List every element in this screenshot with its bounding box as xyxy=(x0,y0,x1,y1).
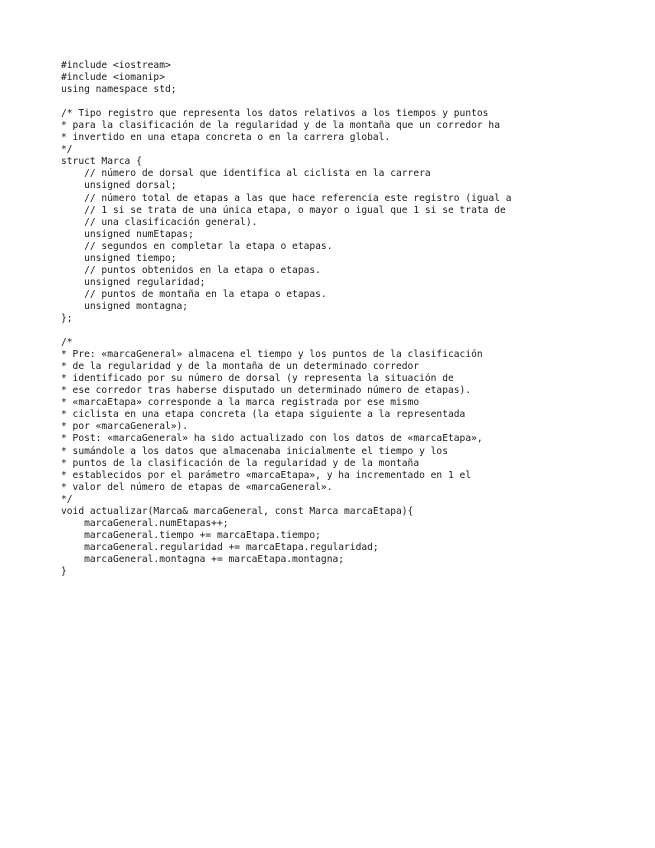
code-line: using namespace std; xyxy=(61,84,177,96)
code-line: } xyxy=(61,565,67,577)
code-line: unsigned regularidad; xyxy=(61,276,206,288)
code-line: /* xyxy=(61,337,73,349)
code-line: unsigned montagna; xyxy=(61,300,189,312)
code-line: // 1 si se trata de una única etapa, o mayor o igual que 1 si se trata de xyxy=(61,204,506,216)
code-line: /* Tipo registro que representa los datos relativos a los tiempos y puntos xyxy=(61,108,489,120)
code-line: }; xyxy=(61,312,73,324)
code-line: marcaGeneral.tiempo += marcaEtapa.tiempo; xyxy=(61,529,321,541)
code-line: * de la regularidad y de la montaña de un determinado corredor xyxy=(61,361,420,373)
code-line: * por «marcaGeneral»). xyxy=(61,421,189,433)
code-line: unsigned dorsal; xyxy=(61,180,177,192)
code-line: // segundos en completar la etapa o etapas. xyxy=(61,240,333,252)
code-line: * valor del número de etapas de «marcaGeneral». xyxy=(61,481,333,493)
code-line: */ xyxy=(61,144,73,156)
code-line: marcaGeneral.montagna += marcaEtapa.montagna; xyxy=(61,553,345,565)
code-line: // número total de etapas a las que hace referencia este registro (igual a xyxy=(61,192,512,204)
code-line: void actualizar(Marca& marcaGeneral, const Marca marcaEtapa){ xyxy=(61,505,414,517)
code-line xyxy=(61,96,512,108)
code-line: #include <iomanip> xyxy=(61,72,165,84)
code-line: * sumándole a los datos que almacenaba inicialmente el tiempo y los xyxy=(61,445,448,457)
code-line: struct Marca { xyxy=(61,156,142,168)
code-line: marcaGeneral.regularidad += marcaEtapa.regularidad; xyxy=(61,541,379,553)
code-line: * «marcaEtapa» corresponde a la marca registrada por ese mismo xyxy=(61,397,420,409)
code-line: */ xyxy=(61,493,73,505)
code-line: unsigned tiempo; xyxy=(61,252,177,264)
code-line: * puntos de la clasificación de la regularidad y de la montaña xyxy=(61,457,420,469)
code-line: // puntos obtenidos en la etapa o etapas. xyxy=(61,264,321,276)
code-line: * ese corredor tras haberse disputado un determinado número de etapas). xyxy=(61,385,472,397)
code-line: * identificado por su número de dorsal (y representa la situación de xyxy=(61,373,454,385)
code-line: // una clasificación general). xyxy=(61,216,258,228)
code-line: #include <iostream> xyxy=(61,60,171,71)
code-line: * ciclista en una etapa concreta (la etapa siguiente a la representada xyxy=(61,409,466,421)
code-line: unsigned numEtapas; xyxy=(61,228,194,240)
code-listing xyxy=(61,60,512,578)
code-line: marcaGeneral.numEtapas++; xyxy=(61,517,229,529)
code-line: // puntos de montaña en la etapa o etapas. xyxy=(61,288,327,300)
code-line: * Pre: «marcaGeneral» almacena el tiempo y los puntos de la clasificación xyxy=(61,349,483,361)
code-line: * para la clasificación de la regularidad y de la montaña que un corredor ha xyxy=(61,120,500,132)
code-line: * invertido en una etapa concreta o en la carrera global. xyxy=(61,132,391,144)
code-line xyxy=(61,325,512,337)
code-line: * Post: «marcaGeneral» ha sido actualizado con los datos de «marcaEtapa», xyxy=(61,433,483,445)
code-line: * establecidos por el parámetro «marcaEtapa», y ha incrementado en 1 el xyxy=(61,469,472,481)
code-line: // número de dorsal que identifica al ciclista en la carrera xyxy=(61,168,431,180)
